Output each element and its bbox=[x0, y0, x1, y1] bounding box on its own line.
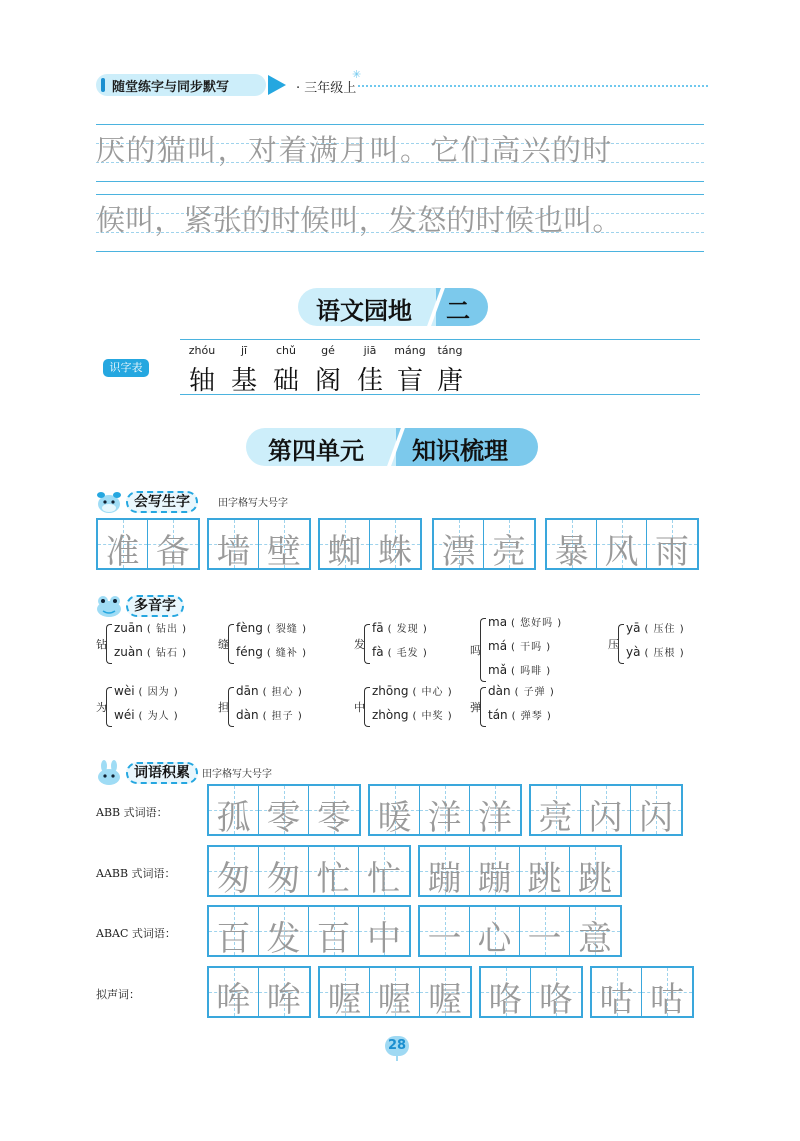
reading-example: ( 中心 ) bbox=[412, 687, 453, 698]
trace-char: 亮 bbox=[538, 798, 573, 838]
reading-pinyin: tán bbox=[488, 708, 508, 722]
hanzi: 础 bbox=[272, 366, 299, 396]
reading-pinyin: zuān bbox=[114, 621, 143, 635]
trace-char: 蹦 bbox=[477, 859, 512, 899]
header-dotted-rule bbox=[358, 85, 708, 87]
write-note: 田字格写大号字 bbox=[218, 498, 288, 509]
reading-example: ( 钻石 ) bbox=[146, 648, 188, 659]
header-arrow-icon bbox=[268, 75, 286, 95]
trace-char: 忙 bbox=[316, 859, 351, 899]
trace-char: 跳 bbox=[527, 859, 562, 899]
trace-char: 准 bbox=[105, 532, 140, 572]
word-type-label: AABB 式词语： bbox=[96, 867, 176, 880]
reading-pinyin: dàn bbox=[236, 708, 259, 722]
tianzige-cell[interactable] bbox=[484, 520, 534, 572]
polyphone-char: 弹 bbox=[470, 701, 481, 714]
polyphone-char: 缝 bbox=[218, 638, 229, 651]
tianzige-cell[interactable] bbox=[547, 520, 597, 572]
tianzige-cell[interactable] bbox=[359, 847, 409, 899]
polyphone-reading bbox=[626, 620, 685, 635]
trace-char: 咯 bbox=[539, 980, 573, 1020]
tianzige-cell[interactable] bbox=[370, 786, 420, 838]
polyphone-char: 钻 bbox=[96, 638, 107, 651]
pinyin: zhóu bbox=[188, 344, 216, 357]
trace-char: 蜘 bbox=[327, 532, 362, 572]
pinyin: jiā bbox=[363, 344, 377, 357]
shizi-char bbox=[430, 344, 470, 397]
brace bbox=[480, 687, 486, 727]
tianzige-cell[interactable] bbox=[420, 968, 470, 1020]
tianzige-cell[interactable] bbox=[481, 968, 531, 1020]
trace-char: 雨 bbox=[655, 532, 689, 572]
polyphone-item bbox=[354, 620, 484, 668]
tianzige-cell[interactable] bbox=[209, 786, 259, 838]
write-title: 会写生字 bbox=[126, 491, 198, 513]
reading-pinyin: ma bbox=[488, 615, 508, 629]
garden-number: 二 bbox=[446, 296, 470, 325]
tianzige-cell[interactable] bbox=[420, 907, 470, 959]
brace bbox=[228, 687, 234, 727]
tianzige-cell[interactable] bbox=[259, 786, 309, 838]
trace-char: 零 bbox=[266, 798, 301, 838]
page-number bbox=[385, 1036, 409, 1058]
reading-pinyin: féng bbox=[236, 645, 263, 659]
trace-char: 一 bbox=[527, 919, 562, 959]
tianzige-cell[interactable] bbox=[259, 847, 309, 899]
polyphone-reading bbox=[372, 644, 428, 659]
tianzige-cell[interactable] bbox=[642, 968, 692, 1020]
trace-char: 咕 bbox=[650, 980, 684, 1020]
tianzige-cell[interactable] bbox=[470, 907, 520, 959]
polyphone-reading bbox=[236, 620, 307, 635]
trace-char: 壁 bbox=[267, 532, 301, 572]
shizi-char bbox=[182, 344, 222, 397]
reading-pinyin: zuàn bbox=[114, 645, 143, 659]
brace bbox=[618, 624, 624, 664]
polyphone-item bbox=[470, 683, 600, 731]
reading-example: ( 弹琴 ) bbox=[511, 711, 552, 722]
copy-line-2 bbox=[96, 194, 704, 252]
trace-char: 零 bbox=[317, 798, 351, 838]
reading-pinyin: má bbox=[488, 639, 508, 653]
polyphone-reading bbox=[236, 644, 307, 659]
reading-example: ( 因为 ) bbox=[138, 687, 179, 698]
trace-char: 心 bbox=[477, 919, 512, 959]
tianzige-cell[interactable] bbox=[592, 968, 642, 1020]
shizi-top-rule bbox=[180, 339, 700, 340]
shizi-tag: 识字表 bbox=[103, 359, 149, 377]
polyphone-heading bbox=[94, 593, 294, 619]
book-title: 随堂练字与同步默写 bbox=[112, 80, 230, 95]
word-type-label: ABB 式词语： bbox=[96, 806, 168, 819]
brace bbox=[480, 618, 486, 682]
tianzige-group bbox=[207, 784, 361, 836]
reading-example: ( 缝补 ) bbox=[266, 648, 308, 659]
polyphone-item bbox=[470, 614, 600, 686]
polyphone-char: 中 bbox=[354, 701, 365, 714]
shizi-char bbox=[390, 344, 430, 397]
brace bbox=[106, 687, 112, 727]
polyphone-reading bbox=[114, 644, 187, 659]
reading-example: ( 担子 ) bbox=[262, 711, 303, 722]
polyphone-title: 多音字 bbox=[126, 595, 184, 617]
tianzige-cell[interactable] bbox=[531, 968, 581, 1020]
hanzi: 盲 bbox=[396, 366, 423, 396]
brace bbox=[228, 624, 234, 664]
copy-text: 候叫，紧张的时候叫，发怒的时候也叫。 bbox=[96, 203, 622, 237]
reading-example: ( 子弹 ) bbox=[514, 687, 555, 698]
words-note: 田字格写大号字 bbox=[202, 769, 272, 780]
trace-char: 忙 bbox=[367, 859, 401, 899]
trace-char: 百 bbox=[316, 919, 351, 959]
reading-example: ( 钻出 ) bbox=[146, 624, 188, 635]
polyphone-reading bbox=[236, 683, 303, 698]
reading-pinyin: mǎ bbox=[488, 663, 508, 677]
trace-char: 喔 bbox=[428, 980, 462, 1020]
pinyin: jī bbox=[240, 344, 248, 357]
cow-icon bbox=[94, 489, 124, 515]
polyphone-reading bbox=[488, 683, 555, 698]
tianzige-cell[interactable] bbox=[259, 520, 309, 572]
polyphone-reading bbox=[488, 638, 551, 653]
polyphone-reading bbox=[114, 683, 179, 698]
tianzige-cell[interactable] bbox=[309, 847, 359, 899]
trace-char: 中 bbox=[367, 919, 401, 959]
words-title: 词语积累 bbox=[126, 762, 198, 784]
hanzi: 基 bbox=[230, 366, 257, 396]
reading-pinyin: zhòng bbox=[372, 708, 409, 722]
trace-char: 哞 bbox=[267, 980, 301, 1020]
polyphone-reading bbox=[236, 707, 303, 722]
tianzige-cell[interactable] bbox=[647, 520, 697, 572]
trace-char: 蛛 bbox=[378, 532, 412, 572]
trace-char: 喔 bbox=[327, 980, 362, 1020]
brace bbox=[364, 624, 370, 664]
tianzige-cell[interactable] bbox=[520, 847, 570, 899]
word-type-label: ABAC 式词语： bbox=[96, 927, 176, 940]
trace-char: 漂 bbox=[441, 532, 476, 572]
reading-pinyin: fà bbox=[372, 645, 384, 659]
tianzige-group bbox=[432, 518, 536, 570]
polyphone-reading bbox=[488, 707, 552, 722]
tianzige-cell[interactable] bbox=[570, 847, 620, 899]
tianzige-cell[interactable] bbox=[470, 847, 520, 899]
polyphone-char: 为 bbox=[96, 701, 107, 714]
reading-example: ( 担心 ) bbox=[262, 687, 303, 698]
polyphone-reading bbox=[372, 707, 453, 722]
tianzige-cell[interactable] bbox=[359, 907, 409, 959]
tianzige-cell[interactable] bbox=[309, 907, 359, 959]
trace-char: 备 bbox=[156, 532, 190, 572]
polyphone-reading bbox=[372, 620, 428, 635]
tianzige-cell[interactable] bbox=[597, 520, 647, 572]
tianzige-group bbox=[368, 784, 522, 836]
trace-char: 蹦 bbox=[427, 859, 462, 899]
polyphone-reading bbox=[488, 662, 551, 677]
polyphone-item bbox=[96, 620, 226, 668]
unit-banner bbox=[246, 428, 538, 466]
tianzige-group bbox=[318, 518, 422, 570]
trace-char: 发 bbox=[266, 919, 301, 959]
polyphone-char: 担 bbox=[218, 701, 229, 714]
reading-example: ( 为人 ) bbox=[138, 711, 179, 722]
tianzige-cell[interactable] bbox=[631, 786, 681, 838]
reading-example: ( 您好吗 ) bbox=[511, 618, 563, 629]
tianzige-cell[interactable] bbox=[320, 968, 370, 1020]
tianzige-cell[interactable] bbox=[98, 520, 148, 572]
tianzige-cell[interactable] bbox=[570, 907, 620, 959]
tianzige-cell[interactable] bbox=[531, 786, 581, 838]
shizi-char bbox=[224, 344, 264, 397]
reading-pinyin: wéi bbox=[114, 708, 135, 722]
hanzi: 佳 bbox=[356, 366, 383, 396]
polyphone-reading bbox=[488, 614, 562, 629]
pinyin: máng bbox=[394, 344, 426, 357]
tianzige-group bbox=[96, 518, 200, 570]
trace-char: 闪 bbox=[639, 798, 673, 838]
polyphone-char: 吗 bbox=[470, 644, 481, 657]
reading-pinyin: yā bbox=[626, 621, 641, 635]
star-icon: ✳ bbox=[352, 68, 362, 81]
polyphone-item bbox=[218, 683, 348, 731]
trace-char: 喔 bbox=[377, 980, 412, 1020]
tianzige-cell[interactable] bbox=[148, 520, 198, 572]
reading-pinyin: dàn bbox=[488, 684, 511, 698]
brace bbox=[106, 624, 112, 664]
trace-char: 亮 bbox=[492, 532, 526, 572]
pinyin: chǔ bbox=[276, 344, 296, 357]
reading-pinyin: fèng bbox=[236, 621, 263, 635]
brace bbox=[364, 687, 370, 727]
tianzige-cell[interactable] bbox=[259, 907, 309, 959]
tianzige-group bbox=[207, 845, 411, 897]
tianzige-cell[interactable] bbox=[520, 907, 570, 959]
trace-char: 洋 bbox=[478, 798, 512, 838]
frog-icon bbox=[94, 593, 124, 619]
reading-pinyin: fā bbox=[372, 621, 384, 635]
reading-pinyin: dān bbox=[236, 684, 259, 698]
words-heading bbox=[94, 760, 394, 786]
trace-char: 洋 bbox=[427, 798, 462, 838]
tianzige-group bbox=[529, 784, 683, 836]
tianzige-group bbox=[479, 966, 583, 1018]
polyphone-item bbox=[354, 683, 484, 731]
trace-char: 暴 bbox=[554, 532, 589, 572]
tianzige-group bbox=[318, 966, 472, 1018]
copy-text: 厌的猫叫，对着满月叫。它们高兴的时 bbox=[96, 133, 613, 167]
copy-line-1 bbox=[96, 124, 704, 182]
tianzige-group bbox=[207, 966, 311, 1018]
tianzige-group bbox=[545, 518, 699, 570]
pinyin: táng bbox=[437, 344, 463, 357]
trace-char: 百 bbox=[216, 919, 251, 959]
trace-char: 哞 bbox=[216, 980, 251, 1020]
polyphone-item bbox=[218, 620, 348, 668]
reading-example: ( 毛发 ) bbox=[387, 648, 428, 659]
page-number-text: 28 bbox=[387, 1038, 407, 1053]
hanzi: 唐 bbox=[436, 366, 463, 396]
reading-example: ( 压住 ) bbox=[644, 624, 685, 635]
reading-example: ( 吗啡 ) bbox=[511, 666, 552, 677]
polyphone-item bbox=[96, 683, 226, 731]
tianzige-group bbox=[207, 905, 411, 957]
pinyin: gé bbox=[321, 344, 335, 357]
tianzige-group bbox=[207, 518, 311, 570]
page-header bbox=[96, 68, 716, 98]
rabbit-icon bbox=[94, 760, 124, 786]
tianzige-cell[interactable] bbox=[209, 968, 259, 1020]
write-heading bbox=[94, 489, 394, 515]
tianzige-cell[interactable] bbox=[370, 520, 420, 572]
trace-char: 意 bbox=[578, 919, 612, 959]
shizi-char bbox=[350, 344, 390, 397]
garden-title: 语文园地 bbox=[316, 296, 412, 325]
tianzige-group bbox=[590, 966, 694, 1018]
polyphone-reading bbox=[626, 644, 685, 659]
tianzige-cell[interactable] bbox=[470, 786, 520, 838]
polyphone-char: 发 bbox=[354, 638, 365, 651]
polyphone-reading bbox=[114, 707, 179, 722]
tianzige-cell[interactable] bbox=[420, 786, 470, 838]
hanzi: 轴 bbox=[188, 366, 215, 396]
header-marker bbox=[101, 78, 105, 92]
tianzige-cell[interactable] bbox=[209, 847, 259, 899]
tianzige-cell[interactable] bbox=[209, 907, 259, 959]
polyphone-char: 压 bbox=[608, 638, 619, 651]
tianzige-cell[interactable] bbox=[581, 786, 631, 838]
reading-pinyin: yà bbox=[626, 645, 641, 659]
tianzige-cell[interactable] bbox=[259, 968, 309, 1020]
trace-char: 跳 bbox=[578, 859, 612, 899]
tianzige-group bbox=[418, 845, 622, 897]
tianzige-cell[interactable] bbox=[309, 786, 359, 838]
polyphone-reading bbox=[114, 620, 187, 635]
trace-char: 暖 bbox=[377, 798, 412, 838]
shizi-char bbox=[266, 344, 306, 397]
trace-char: 墙 bbox=[216, 532, 251, 572]
tianzige-cell[interactable] bbox=[209, 520, 259, 572]
reading-pinyin: zhōng bbox=[372, 684, 409, 698]
trace-char: 孤 bbox=[216, 798, 251, 838]
trace-char: 匆 bbox=[266, 859, 301, 899]
reading-example: ( 中奖 ) bbox=[412, 711, 453, 722]
trace-char: 匆 bbox=[216, 859, 251, 899]
trace-char: 咕 bbox=[599, 980, 634, 1020]
unit-title: 第四单元 bbox=[268, 436, 364, 465]
tianzige-cell[interactable] bbox=[320, 520, 370, 572]
reading-example: ( 干吗 ) bbox=[511, 642, 552, 653]
polyphone-item bbox=[608, 620, 738, 668]
trace-char: 咯 bbox=[488, 980, 523, 1020]
reading-example: ( 压根 ) bbox=[644, 648, 685, 659]
trace-char: 风 bbox=[604, 532, 639, 572]
garden-banner bbox=[298, 288, 488, 326]
grade-label: · 三年级上 bbox=[296, 81, 357, 96]
tianzige-cell[interactable] bbox=[420, 847, 470, 899]
tianzige-group bbox=[418, 905, 622, 957]
tianzige-cell[interactable] bbox=[370, 968, 420, 1020]
unit-subtitle: 知识梳理 bbox=[412, 436, 508, 465]
hanzi: 阁 bbox=[314, 366, 341, 396]
word-type-label: 拟声词： bbox=[96, 988, 140, 1001]
shizi-char bbox=[308, 344, 348, 397]
trace-char: 一 bbox=[427, 919, 462, 959]
reading-pinyin: wèi bbox=[114, 684, 135, 698]
reading-example: ( 裂缝 ) bbox=[266, 624, 308, 635]
reading-example: ( 发现 ) bbox=[387, 624, 428, 635]
tianzige-cell[interactable] bbox=[434, 520, 484, 572]
polyphone-reading bbox=[372, 683, 453, 698]
trace-char: 闪 bbox=[588, 798, 623, 838]
